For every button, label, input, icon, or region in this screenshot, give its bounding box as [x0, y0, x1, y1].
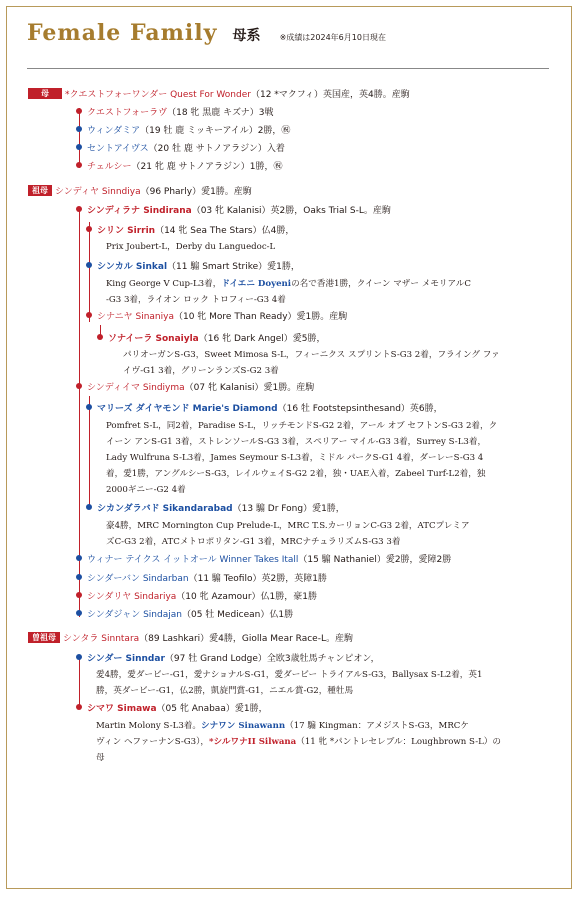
granddam-tag: 祖母 [28, 185, 52, 196]
horse-name: シンダー Sinndar [87, 654, 165, 664]
as-of-note: ※成績は2024年6月10日現在 [279, 33, 386, 42]
record-text: ヴィン ヘファーナンS-G3）， [96, 737, 210, 747]
horse-name: シンダジャン Sindajan [87, 610, 182, 620]
horse-details: （13 騸 Dr Fong）愛1勝， [232, 504, 345, 514]
horse-details: （11 騸 Teofilo）英2勝，英障1勝 [188, 574, 327, 584]
colt-dot-icon [76, 610, 82, 616]
colt-dot-icon [76, 574, 82, 580]
horse-name: シンダリヤ Sindariya [87, 592, 177, 602]
colt-dot-icon [76, 126, 82, 132]
horse-name: *クエストフォーワンダー Quest For Wonder [65, 90, 251, 100]
list-item [76, 161, 283, 173]
list-item [76, 554, 451, 566]
horse-name: シンダーバン Sindarban [87, 574, 189, 584]
list-item [76, 591, 317, 603]
page-subtitle: 母系 [232, 28, 261, 44]
list-item [28, 185, 252, 198]
alias-name: ドイエニ Doyeni [221, 279, 292, 289]
horse-name: シンディイマ Sindiyma [87, 383, 185, 393]
horse-details: （14 牝 Sea The Stars）仏4勝， [155, 226, 295, 236]
filly-dot-icon [97, 334, 103, 340]
horse-details: （20 牡 鹿 サトノアラジン）入着 [148, 144, 285, 154]
horse-details: （05 牝 Anabaa）愛1勝， [156, 704, 268, 714]
horse-details: （11 騸 Smart Strike）愛1勝， [167, 262, 300, 272]
colt-dot-icon [86, 504, 92, 510]
great-granddam-tag: 曽祖母 [28, 632, 60, 643]
colt-dot-icon [86, 262, 92, 268]
list-item [86, 311, 347, 323]
horse-name: マリーズ ダイヤモンド Marie's Diamond [97, 404, 278, 414]
record-text: （17 騸 Kingman：アメジストS-G3，MRCケ [285, 721, 469, 731]
horse-details: （07 牝 Kalanisi）愛1勝。産駒 [184, 383, 315, 393]
page-title: Female Family [27, 20, 218, 46]
race-record: Pomfret S-L，同2着，Paradise S-L，リッチモンドS-G2 2着，アール オブ セフトンS-G3 2着，ク [106, 421, 498, 431]
race-record: 母 [96, 753, 105, 763]
horse-name: シカンダラバド Sikandarabad [97, 504, 233, 514]
filly-dot-icon [76, 704, 82, 710]
colt-dot-icon [76, 654, 82, 660]
record-text: King George V Cup-L3着， [106, 279, 222, 289]
list-item [76, 703, 268, 715]
horse-details: （16 牡 Footstepsinthesand）英6勝， [277, 404, 443, 414]
race-record: Lady Wulfruna S-L3着，James Seymour S-L3着，ミドル パークS-G1 4着，ダーレーS-G3 4 [106, 453, 484, 463]
list-item [86, 403, 443, 415]
horse-name: チェルシー [87, 162, 132, 172]
list-item [76, 107, 274, 119]
filly-dot-icon [86, 226, 92, 232]
race-record: 豪4勝，MRC Mornington Cup Prelude-L，MRC T.S.カーリョンC-G3 2着，ATCプレミア [106, 521, 470, 531]
horse-name: ウィナー テイクス イットオール Winner Takes Itall [87, 555, 299, 565]
horse-name: ソナイーラ Sonaiyla [108, 334, 199, 344]
list-item [28, 88, 410, 101]
horse-details: （18 牝 黒鹿 キズナ）3戦 [167, 108, 274, 118]
list-item [76, 382, 314, 394]
list-item [76, 573, 327, 585]
horse-details: （15 騸 Nathaniel）愛2勝，愛障2勝 [298, 555, 452, 565]
offspring-name: *シルワナII Silwana [209, 737, 297, 747]
horse-details: （97 牡 Grand Lodge）全欧3歳牡馬チャンピオン， [164, 654, 380, 664]
horse-name: セントアイヴス [87, 144, 149, 154]
list-item [28, 632, 353, 645]
list-item [76, 653, 380, 665]
list-item [86, 261, 300, 273]
horse-name: シナニヤ Sinaniya [97, 312, 174, 322]
horse-details: （16 牝 Dark Angel）愛5勝， [198, 334, 326, 344]
list-item [97, 333, 326, 345]
colt-dot-icon [76, 555, 82, 561]
race-record: 着，愛1勝，アングルシーS-G3，レイルウェイS-G2 2着，独・UAE入着，Zabeel Turf-L2着，独 [106, 469, 486, 479]
filly-dot-icon [76, 592, 82, 598]
list-item [76, 205, 391, 217]
list-item [76, 609, 293, 621]
colt-dot-icon [86, 404, 92, 410]
horse-name: シマワ Simawa [87, 704, 157, 714]
horse-details: （21 牝 鹿 サトノアラジン）1勝，㊗ [131, 162, 283, 172]
race-record: イヴ-G1 3着，グリーンランズS-G2 3着 [123, 366, 279, 376]
horse-name: シンディヤ Sinndiya [55, 187, 141, 197]
filly-dot-icon [86, 312, 92, 318]
horse-details: （10 牝 More Than Ready）愛1勝。産駒 [173, 312, 348, 322]
horse-name: クエストフォーラヴ [87, 108, 168, 118]
horse-details: （19 牡 鹿 ミッキーアイル）2勝，㊗ [140, 126, 291, 136]
horse-details: （12 *マクフィ）英国産，英4勝。産駒 [250, 90, 410, 100]
record-text: Martin Molony S-L3着。 [96, 721, 201, 731]
filly-dot-icon [76, 383, 82, 389]
filly-dot-icon [76, 206, 82, 212]
horse-name: ウィンダミア [87, 126, 141, 136]
race-record: Prix Joubert-L，Derby du Languedoc-L [106, 242, 276, 252]
header-divider [27, 68, 549, 69]
horse-details: （89 Lashkari）愛4勝，Giolla Mear Race-L。産駒 [139, 634, 353, 644]
horse-details: （96 Pharly）愛1勝。産駒 [140, 187, 252, 197]
filly-dot-icon [76, 162, 82, 168]
list-item [86, 225, 294, 237]
horse-name: シンカル Sinkal [97, 262, 168, 272]
horse-name: シリン Sirrin [97, 226, 156, 236]
horse-name: シンタラ Sinntara [63, 634, 140, 644]
filly-dot-icon [76, 108, 82, 114]
record-text: （11 牝 *パントレセレブル：Loughbrown S-L）の [296, 737, 501, 747]
race-record: イーン アンS-G1 3着，ストレンソールS-G3 3着，スペリアー マイル-G3 3着，Surrey S-L3着， [106, 437, 487, 447]
race-record: 愛4勝，愛ダービー-G1，愛ナショナルS-G1，愛ダービー トライアルS-G3，Ballysax S-L2着，英1 [96, 670, 483, 680]
race-record: 勝，英ダービー-G1，仏2勝，凱旋門賞-G1，ニエル賞-G2，種牡馬 [96, 686, 354, 696]
horse-details: （10 牝 Azamour）仏1勝，豪1勝 [176, 592, 317, 602]
header [27, 20, 386, 60]
list-item [76, 125, 290, 137]
colt-dot-icon [76, 144, 82, 150]
race-record: ズC-G3 2着，ATCメトロポリタン-G1 3着，MRCナチュラリズムS-G3 3着 [106, 537, 401, 547]
offspring-name: シナワン Sinawann [200, 721, 286, 731]
race-record: パリオーガンS-G3，Sweet Mimosa S-L，フィーニクス スプリントS-G3 2着，フライング ファ [123, 350, 500, 360]
race-record: 2000ギニー-G2 4着 [106, 485, 186, 495]
list-item [76, 143, 285, 155]
horse-details: （05 牡 Medicean）仏1勝 [181, 610, 294, 620]
race-record: -G3 3着，ライオン ロック トロフィー-G3 4着 [106, 295, 286, 305]
list-item [86, 503, 345, 515]
horse-details: （03 牝 Kalanisi）英2勝，Oaks Trial S-L。産駒 [191, 206, 391, 216]
dam-tag: 母 [28, 88, 62, 99]
record-text: の名で香港1勝，クイーン マザー メモリアルC [291, 279, 471, 289]
horse-name: シンディラナ Sindirana [87, 206, 192, 216]
